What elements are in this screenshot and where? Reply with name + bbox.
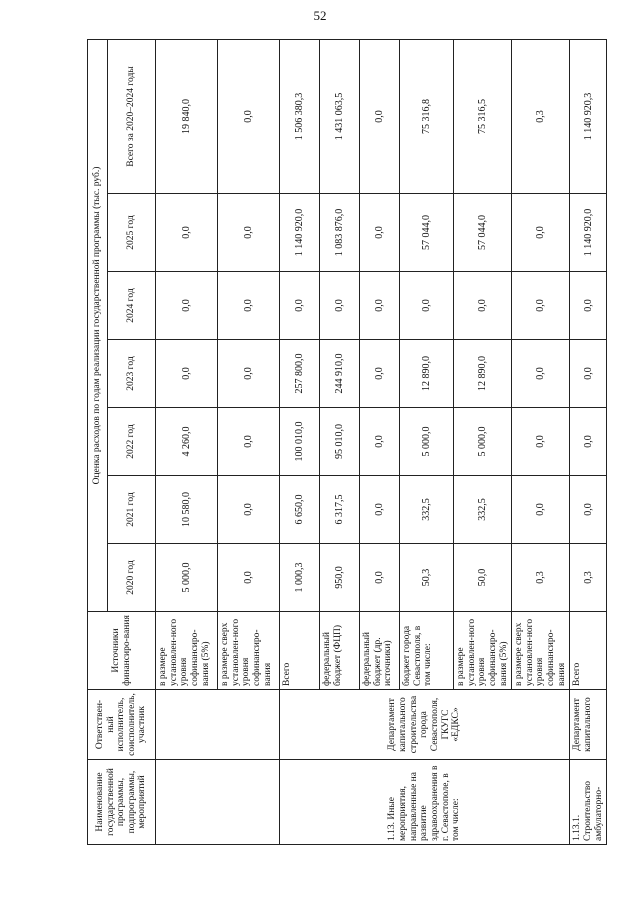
cell-value: 1 000,3 (280, 544, 320, 612)
cell-name (156, 760, 280, 845)
cell-value: 1 140 920,3 (570, 39, 607, 193)
cell-value: 0,0 (512, 340, 570, 408)
cell-value: 1 140 920,0 (280, 194, 320, 272)
cell-value: 0,0 (360, 340, 400, 408)
cell-source: в размере сверх установлен-ного уровня софинансиро-вания (218, 612, 280, 690)
cell-name: 1.13.1. Строительство амбулаторно- (570, 760, 607, 845)
cell-value: 0,3 (512, 544, 570, 612)
table-row (280, 39, 320, 844)
header-estimate: Оценка расходов по годам реализации государственной программы (тыс. руб.) (88, 39, 108, 611)
cell-value: 75 316,5 (454, 39, 512, 193)
cell-value: 0,0 (218, 39, 280, 193)
cell-name: 1.13. Иные мероприятия, направленные на развитие здравоохранения в г. Севастополе, в том числе: (280, 760, 570, 845)
cell-source: в размере сверх установлен-ного уровня софинансиро-вания (512, 612, 570, 690)
cell-value: 0,0 (156, 272, 218, 340)
page-number: 52 (313, 8, 327, 23)
cell-value: 1 506 380,3 (280, 39, 320, 193)
cell-value: 50,0 (454, 544, 512, 612)
cell-value: 0,0 (320, 272, 360, 340)
header-year-2025: 2025 год (108, 194, 156, 272)
header-year-2022: 2022 год (108, 408, 156, 476)
header-year-total: Всего за 2020–2024 годы (108, 39, 156, 193)
cell-value: 0,0 (570, 408, 607, 476)
table-row (570, 39, 607, 844)
cell-value: 6 650,0 (280, 476, 320, 544)
header-year-2024: 2024 год (108, 272, 156, 340)
cell-value: 0,0 (512, 408, 570, 476)
cell-value: 0,3 (512, 39, 570, 193)
cell-value: 0,0 (570, 476, 607, 544)
cell-value: 95 010,0 (320, 408, 360, 476)
cell-executor: Департамент капитального строительства города Севастополя, ГКУГС «ЕДКС» (280, 690, 570, 760)
cell-value: 0,0 (218, 194, 280, 272)
cell-value: 4 260,0 (156, 408, 218, 476)
cell-value: 12 890,0 (400, 340, 454, 408)
cell-value: 75 316,8 (400, 39, 454, 193)
cell-value: 332,5 (454, 476, 512, 544)
cell-value: 57 044,0 (400, 194, 454, 272)
rotated-table-container (87, 40, 607, 845)
cell-value: 0,0 (360, 272, 400, 340)
cell-value: 6 317,5 (320, 476, 360, 544)
header-name: Наименование государственной программы, подпрограммы, мероприятий (88, 760, 156, 845)
cell-value: 0,0 (360, 39, 400, 193)
cell-value: 0,0 (156, 340, 218, 408)
cell-value: 0,0 (218, 340, 280, 408)
cell-value: 5 000,0 (156, 544, 218, 612)
cell-value: 0,0 (570, 340, 607, 408)
cell-value: 0,0 (360, 544, 400, 612)
cell-value: 1 083 876,0 (320, 194, 360, 272)
cell-value: 0,0 (218, 476, 280, 544)
header-year-2020: 2020 год (108, 544, 156, 612)
cell-value: 950,0 (320, 544, 360, 612)
cell-value: 0,0 (570, 272, 607, 340)
cell-value: 0,0 (218, 272, 280, 340)
cell-value: 0,0 (512, 194, 570, 272)
expenditure-table (87, 39, 607, 845)
cell-value: 0,0 (218, 408, 280, 476)
cell-executor: Департамент капитального (570, 690, 607, 760)
cell-value: 0,0 (512, 272, 570, 340)
cell-value: 0,0 (512, 476, 570, 544)
cell-value: 0,0 (400, 272, 454, 340)
cell-value: 0,3 (570, 544, 607, 612)
cell-value: 0,0 (360, 194, 400, 272)
cell-value: 0,0 (360, 408, 400, 476)
cell-source: Всего (570, 612, 607, 690)
cell-value: 50,3 (400, 544, 454, 612)
cell-value: 0,0 (218, 544, 280, 612)
cell-source: в размере установлен-ного уровня софинансиро-вания (5%) (156, 612, 218, 690)
header-year-2021: 2021 год (108, 476, 156, 544)
cell-value: 1 431 063,5 (320, 39, 360, 193)
cell-value: 19 840,0 (156, 39, 218, 193)
cell-value: 57 044,0 (454, 194, 512, 272)
cell-value: 0,0 (454, 272, 512, 340)
cell-value: 257 800,0 (280, 340, 320, 408)
cell-value: 0,0 (280, 272, 320, 340)
cell-value: 10 580,0 (156, 476, 218, 544)
cell-source: в размере установлен-ного уровня софинансиро-вания (5%) (454, 612, 512, 690)
header-sources: Источники финансиро-вания (88, 612, 156, 690)
cell-value: 1 140 920,0 (570, 194, 607, 272)
cell-value: 0,0 (156, 194, 218, 272)
cell-value: 5 000,0 (400, 408, 454, 476)
table-row (156, 39, 218, 844)
header-executor: Ответствен-ный исполнитель, соисполнитель, участник (88, 690, 156, 760)
cell-value: 0,0 (360, 476, 400, 544)
header-year-2023: 2023 год (108, 340, 156, 408)
cell-value: 332,5 (400, 476, 454, 544)
cell-value: 100 010,0 (280, 408, 320, 476)
cell-source: федеральный бюджет (др. источники) (360, 612, 400, 690)
cell-value: 12 890,0 (454, 340, 512, 408)
cell-source: Всего (280, 612, 320, 690)
cell-source: федеральный бюджет (ФЦП) (320, 612, 360, 690)
cell-value: 244 910,0 (320, 340, 360, 408)
cell-executor (156, 690, 280, 760)
cell-value: 5 000,0 (454, 408, 512, 476)
cell-source: бюджет города Севастополя, в том числе: (400, 612, 454, 690)
